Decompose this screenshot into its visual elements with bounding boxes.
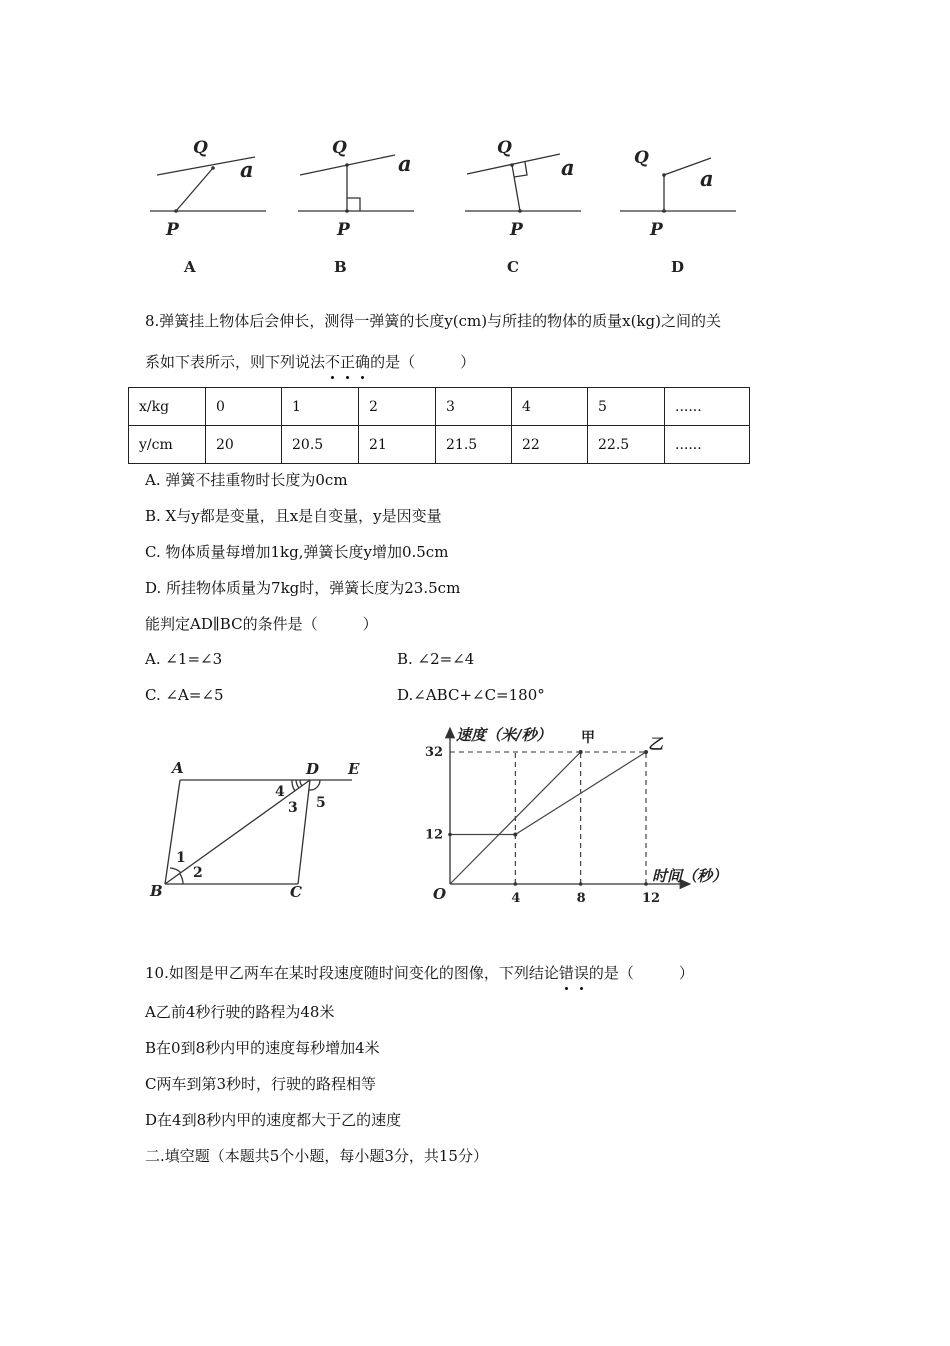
q8-emphasis-char: 确 [355, 353, 371, 371]
q9-angle-2: 2 [193, 865, 203, 881]
table-cell: y/cm [129, 426, 206, 464]
q10-option-d: D在4到8秒内甲的速度都大于乙的速度 [145, 1111, 402, 1129]
q10-option-a: A乙前4秒行驶的路程为48米 [145, 1003, 335, 1021]
q7-option-b: B [334, 258, 347, 276]
q9-angle-1: 1 [176, 850, 186, 866]
q10-stem-prefix: 10.如图是甲乙两车在某时段速度随时间变化的图像，下列结论 [145, 964, 559, 982]
q7-option-a: A [184, 258, 196, 276]
q7a-label-q: Q [193, 138, 208, 158]
q7a-label-a: a [240, 157, 254, 182]
q7c-label-p: P [510, 220, 523, 240]
table-cell: 2 [359, 388, 436, 426]
q7a-label-p: P [166, 220, 179, 240]
q8-emphasis-char: 不 [325, 353, 341, 371]
axis-point [644, 882, 648, 886]
chart-ylabel: 速度（米/秒） [456, 726, 552, 744]
series-point-start [448, 833, 452, 837]
y-tick-label: 32 [425, 745, 444, 760]
section-2-title: 二.填空题（本题共5个小题，每小题3分，共15分） [145, 1147, 488, 1165]
q8-option-b: B. X与y都是变量，且x是自变量，y是因变量 [145, 507, 442, 525]
q9-option-a: A. ∠1=∠3 [145, 650, 223, 668]
q8-stem-line1: 8.弹簧挂上物体后会伸长，测得一弹簧的长度y(cm)与所挂的物体的质量x(kg)之间的关 [145, 312, 721, 330]
q9-label-a: A [172, 759, 184, 777]
x-tick-label: 8 [576, 891, 586, 906]
q7d-label-p: P [650, 220, 663, 240]
q7c-label-q: Q [497, 138, 512, 158]
table-cell: 1 [282, 388, 359, 426]
q9-option-c: C. ∠A=∠5 [145, 686, 224, 704]
q7b-label-a: a [398, 151, 412, 176]
q9-label-d: D [306, 760, 320, 778]
table-cell: 22 [512, 426, 588, 464]
q8-option-c: C. 物体质量每增加1kg,弹簧长度y增加0.5cm [145, 543, 449, 561]
q9-option-b: B. ∠2=∠4 [397, 650, 475, 668]
table-cell: 20.5 [282, 426, 359, 464]
q10-stem [145, 962, 694, 983]
table-cell: 22.5 [588, 426, 665, 464]
q9-label-b: B [150, 882, 163, 900]
chart-xlabel: 时间（秒） [652, 867, 728, 885]
table-cell: 0 [206, 388, 282, 426]
table-cell: 3 [436, 388, 512, 426]
table-cell: ...... [665, 426, 750, 464]
q9-option-d: D.∠ABC+∠C=180° [397, 686, 545, 704]
axis-point [579, 882, 583, 886]
series-point-1 [513, 833, 517, 837]
series-label-jia: 甲 [581, 730, 595, 746]
table-cell: 5 [588, 388, 665, 426]
table-cell: 4 [512, 388, 588, 426]
table-cell: ...... [665, 388, 750, 426]
q7b-label-q: Q [332, 138, 347, 158]
y-tick-label: 12 [425, 827, 444, 843]
table-cell: 20 [206, 426, 282, 464]
q7d-label-q: Q [634, 148, 649, 168]
q9-angle-3: 3 [288, 800, 298, 816]
q10-emphasis-char: 误 [573, 964, 589, 982]
q8-stem-prefix: 系如下表所示，则下列说法 [145, 353, 326, 371]
q8-option-d: D. 所挂物体质量为7kg时，弹簧长度为23.5cm [145, 579, 461, 597]
q9-label-e: E [348, 760, 360, 778]
axis-point [514, 882, 518, 886]
series-point-0 [579, 750, 583, 754]
q8-emphasis-char: 正 [340, 353, 356, 371]
q7b-label-p: P [337, 220, 350, 240]
q8-option-a: A. 弹簧不挂重物时长度为0cm [145, 471, 348, 489]
x-tick-label: 12 [642, 891, 661, 906]
q9-label-c: C [290, 883, 302, 901]
q7d-label-a: a [700, 166, 714, 191]
table-cell: 21 [359, 426, 436, 464]
q10-option-c: C两车到第3秒时，行驶的路程相等 [145, 1075, 377, 1093]
q10-emphasis-char: 错 [558, 964, 574, 982]
table-cell: 21.5 [436, 426, 512, 464]
q10-option-b: B在0到8秒内甲的速度每秒增加4米 [145, 1039, 380, 1057]
q8-stem-suffix: 的是（ ） [370, 353, 476, 371]
q10-stem-suffix: 的是（ ） [588, 964, 694, 982]
q9-angle-4: 4 [275, 784, 285, 800]
q9-stem: 能判定AD∥BC的条件是（ ） [145, 615, 378, 633]
q7c-label-a: a [561, 155, 575, 180]
table-cell: x/kg [129, 388, 206, 426]
series-line-1 [450, 752, 646, 835]
chart-origin: O [433, 885, 447, 903]
q9-angle-5: 5 [316, 795, 326, 811]
series-label-yi: 乙 [648, 735, 664, 753]
q7-option-c: C [507, 258, 519, 276]
q7-option-d: D [671, 258, 685, 276]
x-tick-label: 4 [511, 891, 521, 906]
